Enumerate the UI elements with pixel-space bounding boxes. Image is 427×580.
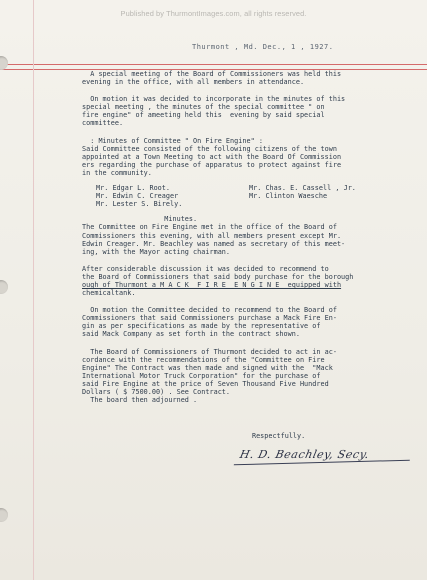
punch-hole — [0, 508, 8, 522]
text-line: The Committee on Fire Engine met in the office of the Board of — [82, 223, 337, 232]
text-line: Dollars ( $ 7500.00) . See Contract. — [82, 388, 231, 396]
paragraph-3 — [82, 137, 404, 177]
text-line: Edwin Creager. Mr. Beachley was named as secretary of this meet- — [82, 239, 346, 248]
member-name: Mr. Chas. E. Cassell , Jr. — [249, 184, 356, 193]
paragraph-4 — [82, 215, 404, 255]
text-line: in the community. — [82, 168, 152, 177]
text-line: special meeting , the minutes of the special committee " on — [82, 103, 325, 112]
text-line: Engine" The Contract was then made and signed with the "Mack — [82, 363, 333, 372]
text-line: The board then adjourned . — [82, 396, 198, 405]
member-name: Mr. Clinton Waesche — [249, 192, 328, 201]
text-line: ough of Thurmont a M A C K F I R E E N G I N E equipped with — [82, 280, 342, 289]
text-line: On motion the Committee decided to recommend to the Board of — [82, 306, 337, 315]
red-rule-line — [0, 64, 427, 65]
committee-members — [82, 184, 404, 208]
text-line: After considerable discussion it was decided to recommend to — [82, 264, 329, 273]
handwritten-signature: H. D. Beachley, Secy. — [239, 448, 417, 461]
minutes-body — [82, 70, 404, 404]
paragraph-1 — [82, 70, 404, 86]
text-line: ing, with the Mayor acting chairman. — [82, 247, 231, 256]
text-line: fire engine" of ameeting held this evening by said special — [82, 111, 325, 120]
paragraph-7 — [82, 348, 404, 405]
text-line: committee. — [82, 119, 124, 128]
text-line: Commissioners that said Commissioners purchase a Mack Fire En- — [82, 314, 337, 323]
signature-block — [240, 432, 415, 461]
member-name: Mr. Edgar L. Root. — [96, 184, 171, 193]
watermark-text: Published by ThurmontImages.com, all rights reserved. — [120, 9, 307, 18]
closing-respectfully: Respectfully. — [252, 432, 306, 440]
member-name: Mr. Lester S. Birely. — [96, 200, 183, 209]
text-line: Commissioners this evening, with all members present except Mr. — [82, 231, 342, 240]
punch-hole — [0, 280, 8, 294]
text-line: appointed at a Town Meeting to act with the Board Of Commission — [82, 152, 342, 161]
paragraph-6 — [82, 306, 404, 338]
punch-hole — [0, 56, 8, 70]
text-line: chemicaltank. — [82, 289, 136, 298]
text-line: said Fire Engine at the price of Seven Thousand Five Hundred — [82, 379, 329, 388]
text-line: gin as per specifications as made by the representative of — [82, 322, 321, 331]
text-line: International Motor Truck Corporation" for the purchase of — [82, 371, 321, 380]
text-line: cordance with the recommendations of the "Committee on Fire — [82, 355, 325, 364]
text-line: A special meeting of the Board of Commissioners was held this — [82, 70, 342, 78]
text-line: The Board of Commissioners of Thurmont decided to act in ac- — [82, 347, 337, 356]
text-line: ers regarding the purchase of apparatus to protect against fire — [82, 160, 342, 169]
paragraph-5 — [82, 265, 404, 297]
committee-heading: : Minutes of Committee " On Fire Engine" : — [82, 136, 263, 145]
minutes-heading: Minutes. — [82, 215, 198, 224]
paragraph-2 — [82, 95, 404, 127]
text-line: evening in the office, with all members in attendance. — [82, 78, 305, 87]
member-name: Mr. Edwin C. Creager — [96, 192, 179, 201]
text-line: Said Committee consisted of the following citizens of the town — [82, 144, 337, 153]
text-line: the Board of Commissioners that said body purchase for the borough — [82, 272, 354, 281]
margin-line — [33, 0, 34, 580]
text-line: said Mack Company as set forth in the contract shown. — [82, 330, 300, 339]
text-line: On motion it was decided to incorporate in the minutes of this — [82, 95, 346, 104]
document-date: Thurmont , Md. Dec., 1 , 1927. — [192, 43, 334, 51]
